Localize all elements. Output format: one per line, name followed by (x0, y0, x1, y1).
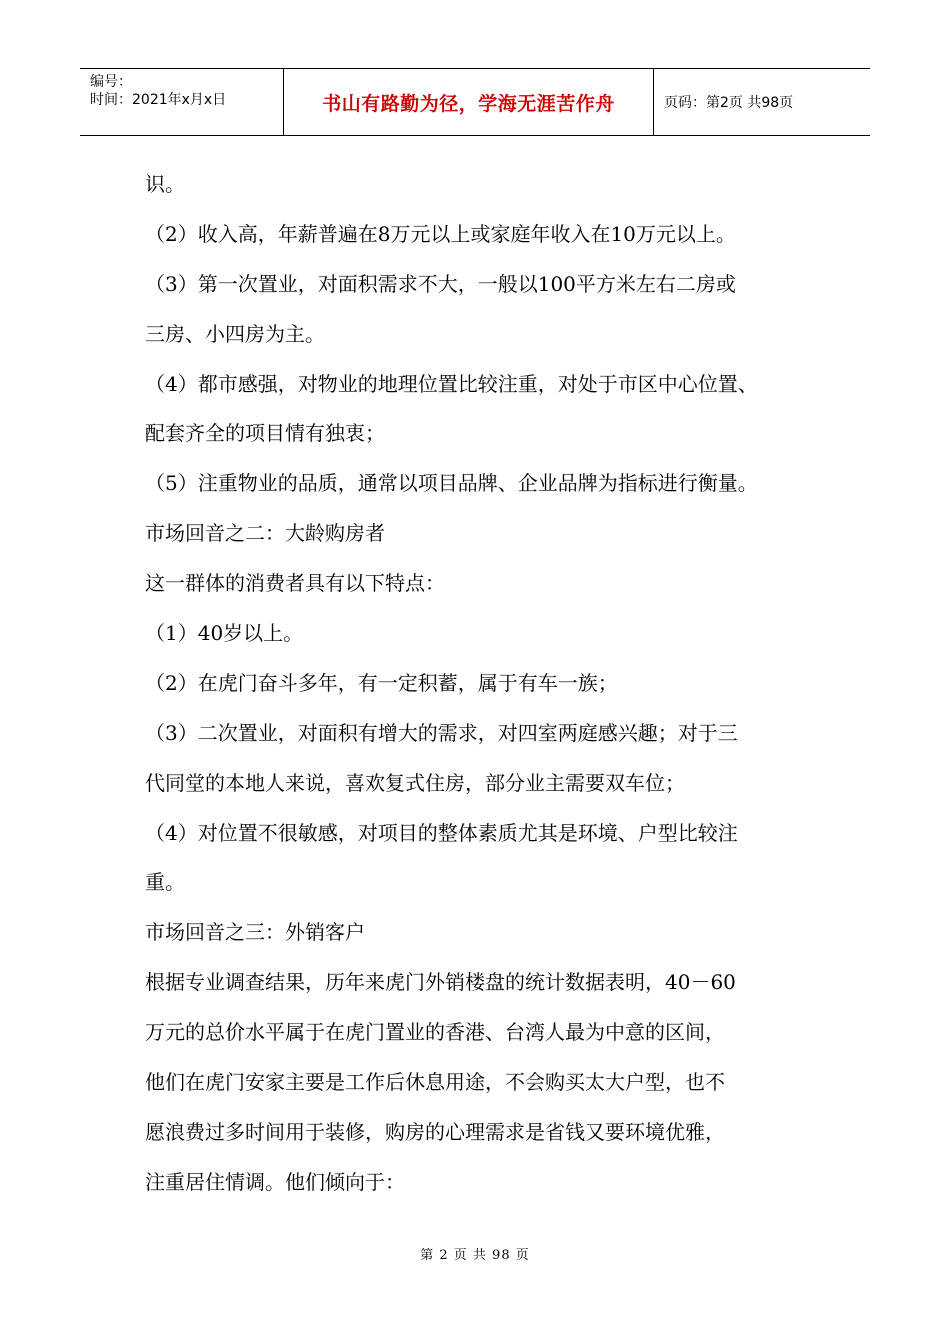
section-heading: 市场回音之二：大龄购房者 (145, 521, 385, 546)
body-line: 三房、小四房为主。 (145, 321, 325, 346)
body-line: （4）都市感强，对物业的地理位置比较注重，对处于市区中心位置、 (145, 371, 758, 396)
body-line: 识。 (145, 172, 185, 196)
header-motto: 书山有路勤为径，学海无涯苦作舟 (322, 92, 615, 115)
body-line: （3）二次置业，对面积有增大的需求，对四室两庭感兴趣；对于三 (145, 720, 738, 745)
header-page-code: 页码：第2页 共98页 (664, 95, 794, 111)
body-line: （5）注重物业的品质，通常以项目品牌、企业品牌为指标进行衡量。 (145, 471, 758, 496)
body-line: 注重居住情调。他们倾向于： (145, 1169, 405, 1194)
body-line: （2）收入高，年薪普遍在8万元以上或家庭年收入在10万元以上。 (145, 221, 736, 246)
page-header (80, 68, 870, 136)
body-line: （1）40岁以上。 (145, 621, 304, 646)
body-line: （4）对位置不很敏感，对项目的整体素质尤其是环境、户型比较注 (145, 820, 738, 845)
document-body (145, 160, 835, 1208)
body-line: 代同堂的本地人来说，喜欢复式住房，部分业主需要双车位； (145, 770, 685, 795)
footer-page-number: 第 2 页 共 98 页 (420, 1248, 530, 1263)
body-line: （2）在虎门奋斗多年，有一定积蓄，属于有车一族； (145, 670, 618, 695)
body-line: （3）第一次置业，对面积需求不大，一般以100平方米左右二房或 (145, 271, 736, 296)
body-line: 重。 (145, 870, 185, 895)
body-line: 愿浪费过多时间用于装修，购房的心理需求是省钱又要环境优雅， (145, 1119, 725, 1144)
header-meta (80, 69, 283, 135)
body-line: 万元的总价水平属于在虎门置业的香港、台湾人最为中意的区间， (145, 1020, 725, 1045)
body-line: 这一群体的消费者具有以下特点： (145, 571, 445, 596)
section-heading: 市场回音之三：外销客户 (145, 920, 365, 945)
body-line: 他们在虎门安家主要是工作后休息用途，不会购买太大户型，也不 (145, 1070, 725, 1095)
document-date-label: 时间：2021年x月x日 (90, 92, 227, 108)
document-number-label: 编号： (90, 74, 132, 90)
page-footer (0, 1244, 950, 1263)
body-line: 根据专业调查结果，历年来虎门外销楼盘的统计数据表明，40－60 (145, 970, 736, 995)
header-page-code-cell (654, 69, 870, 135)
body-line: 配套齐全的项目情有独衷； (145, 421, 385, 446)
header-motto-cell (283, 69, 654, 135)
